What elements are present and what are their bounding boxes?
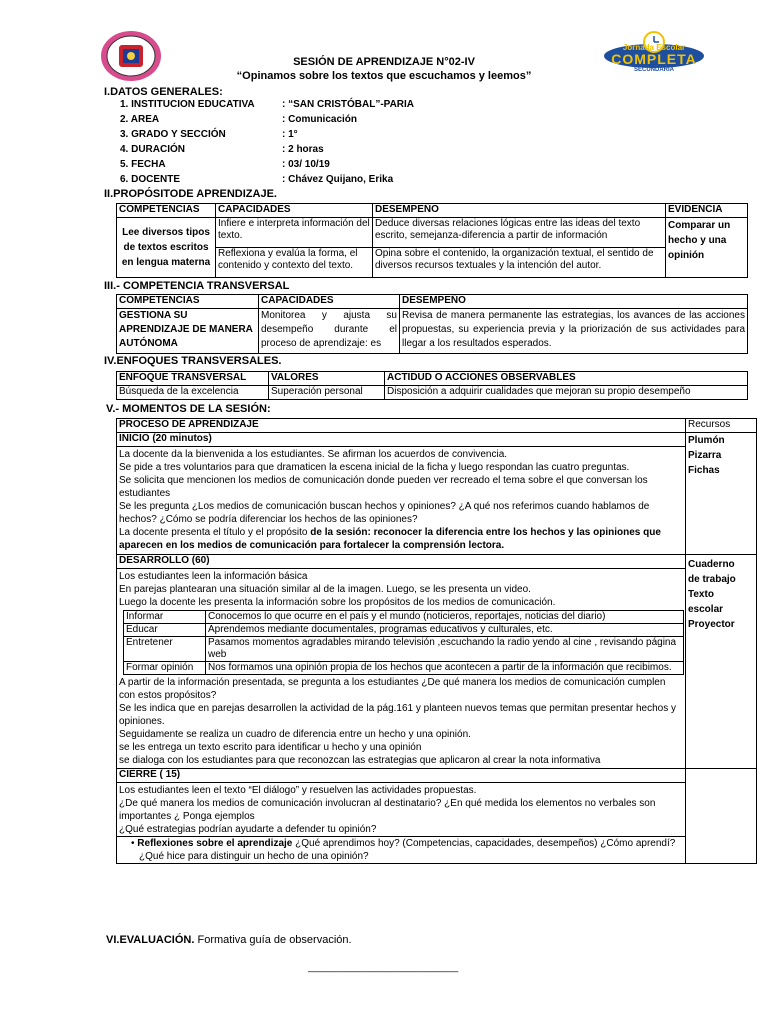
desarrollo-title: DESARROLLO (60) [117, 555, 686, 569]
session-moments-table [116, 418, 757, 864]
paragraph: ¿De qué manera los medios de comunicación involucran al destinatario? ¿En qué medida los elementos no verbales son importantes ¿ Ponga ejemplos [119, 798, 656, 822]
approaches-table [116, 371, 748, 400]
transversal-competence-table [116, 294, 748, 354]
document-subtitle: “Opinamos sobre los textos que escuchamos y leemos” [236, 70, 532, 82]
paragraph: La docente da la bienvenida a los estudiantes. Se afirman los acuerdos de convivencia. [119, 449, 508, 460]
logo-top-text: Jornada Escolar [622, 43, 686, 52]
paragraph: Luego la docente les presenta la información sobre los propósitos de los medios de comunicación. [119, 597, 556, 608]
inicio-title: INICIO (20 minutos) [117, 433, 686, 447]
section-5-title: V.- MOMENTOS DE LA SESIÓN: [106, 403, 271, 415]
signature-line: ___________________________ [308, 962, 459, 973]
header-actitud: ACTIDUD O ACCIONES OBSERVABLES [385, 372, 748, 386]
field-value: : 2 horas [282, 144, 324, 155]
purpose-value: Pasamos momentos agradables mirando televisión ,escuchando la radio yendo al cine , revisando página web [206, 637, 684, 662]
desempeno-cell: Revisa de manera permanente las estrategias, los avances de las acciones propuestas, su experiencia previa y la priorización de sus actividades para llegar a los resultados esperados. [400, 309, 748, 354]
cierre-title: CIERRE ( 15) [117, 769, 686, 783]
paragraph: Se pide a tres voluntarios para que dramaticen la escena inicial de la ficha y luego respondan las cuatro preguntas. [119, 462, 630, 473]
field-label: 5. FECHA [120, 159, 166, 170]
logo-bottom-text: SECUNDARIA [633, 67, 674, 73]
paragraph: Los estudiantes leen la información básica [119, 571, 308, 582]
resource-item: Plumón [688, 435, 725, 446]
section-4-title: IV.ENFOQUES TRANSVERSALES. [104, 355, 282, 367]
general-data-list [120, 99, 560, 189]
header-competencias: COMPETENCIAS [117, 295, 259, 309]
general-data-row [120, 174, 560, 189]
paragraph-text: La docente presenta el título y el propósito [119, 527, 311, 538]
resource-item: Texto [688, 589, 714, 600]
enfoque-cell: Búsqueda de la excelencia [117, 386, 269, 400]
field-label: 4. DURACIÓN [120, 144, 186, 155]
paragraph: se dialoga con los estudiantes para que reconozcan las estrategias que aplicaron al crear la nota informativa [119, 755, 601, 766]
section-1-title: I.DATOS GENERALES: [104, 86, 223, 98]
resource-item: escolar [688, 604, 724, 615]
capacidad-cell: Reflexiona y evalúa la forma, el contenido y contexto del texto. [216, 248, 373, 278]
field-value: : 1° [282, 129, 298, 140]
logo-main-text: COMPLETA [611, 51, 697, 67]
purposes-media-table [123, 610, 684, 675]
purpose-row [124, 637, 684, 662]
resource-item: Proyector [688, 619, 735, 630]
section-2-title: II.PROPÓSITODE APRENDIZAJE. [104, 188, 277, 200]
evaluation-line [106, 934, 352, 946]
header-enfoque: ENFOQUE TRANSVERSAL [117, 372, 269, 386]
resource-item: de trabajo [688, 574, 736, 585]
field-label: 6. DOCENTE [120, 174, 181, 185]
header-capacidades: CAPACIDADES [216, 204, 373, 218]
desarrollo-content [117, 569, 686, 769]
field-label: 3. GRADO Y SECCIÓN [120, 129, 226, 140]
jornada-escolar-logo [603, 30, 705, 76]
desempeno-cell: Opina sobre el contenido, la organización textual, el sentido de diversos recursos textuales y la intención del autor. [373, 248, 666, 278]
resource-item: Fichas [688, 465, 720, 476]
field-label: 1. INSTITUCION EDUCATIVA [120, 99, 255, 110]
header-valores: VALORES [269, 372, 385, 386]
resource-item: Pizarra [688, 450, 722, 461]
header-competencias: COMPETENCIAS [117, 204, 216, 218]
paragraph: • Reflexiones sobre el aprendizaje ¿Qué aprendimos hoy? (Competencias, capacidades, desempeños) ¿Cómo aprendí? [131, 838, 676, 849]
purpose-row [124, 662, 684, 675]
purpose-key: Formar opinión [124, 662, 206, 675]
field-value: : 03/ 10/19 [282, 159, 330, 170]
purpose-row [124, 611, 684, 624]
purpose-value: Nos formamos una opinión propia de los hechos que acontecen a partir de la información que recibimos. [206, 662, 684, 675]
purpose-value: Conocemos lo que ocurre en el país y el mundo (noticieros, reportajes, noticias del diario) [206, 611, 684, 624]
capacidad-cell: Monitorea y ajusta su desempeño durante el proceso de aprendizaje: es [259, 309, 400, 354]
purpose-table [116, 203, 748, 278]
cierre-content [117, 783, 686, 837]
evaluation-text: Formativa guía de observación. [194, 934, 352, 946]
header-evidencia: EVIDENCIA [666, 204, 748, 218]
inicio-content [117, 447, 686, 555]
competencia-cell: Lee diversos tipos de textos escritos en lengua materna [117, 218, 216, 278]
paragraph: se les entrega un texto escrito para identificar u hecho y una opinión [119, 742, 422, 753]
reflexiones-label: Reflexiones sobre el aprendizaje [137, 838, 293, 849]
reflexiones-questions: ¿Qué aprendimos hoy? (Competencias, capacidades, desempeños) ¿Cómo aprendí? [292, 838, 676, 849]
reflexiones-content [117, 837, 686, 864]
field-value: : “SAN CRISTÓBAL”-PARIA [282, 99, 415, 110]
general-data-row [120, 114, 560, 129]
purpose-key: Informar [124, 611, 206, 624]
purpose-row [124, 624, 684, 637]
valor-cell: Superación personal [269, 386, 385, 400]
capacidad-cell: Infiere e interpreta información del texto. [216, 218, 373, 248]
desempeno-cell: Deduce diversas relaciones lógicas entre las ideas del texto escrito, semejanza-diferencia a partir de información [373, 218, 666, 248]
field-value: : Comunicación [282, 114, 358, 125]
field-label: 2. AREA [120, 114, 160, 125]
paragraph: A partir de la información presentada, se pregunta a los estudiantes ¿De qué manera los medios de comunicación cumplen con estos propósitos? [119, 677, 666, 701]
actitud-cell: Disposición a adquirir cualidades que mejoran su propio desempeño [385, 386, 748, 400]
recursos-desarrollo [686, 555, 757, 769]
header-proceso: PROCESO DE APRENDIZAJE [117, 419, 686, 433]
header-capacidades: CAPACIDADES [259, 295, 400, 309]
paragraph: ¿Qué hice para distinguir un hecho de una opinión? [139, 851, 369, 862]
paragraph: Se les indica que en parejas desarrollen la actividad de la pág.161 y planteen nuevos temas que permitan presentar hechos y opiniones. [119, 703, 677, 727]
paragraph: Se les pregunta ¿Los medios de comunicación buscan hechos y opiniones? ¿A qué nos referimos cuando hablamos de hechos? ¿Cómo se podría diferenciar los hechos de las opiniones? [119, 501, 650, 525]
paragraph: Los estudiantes leen el texto “El diálogo” y resuelven las actividades propuestas. [119, 785, 477, 796]
school-crest-logo [100, 30, 162, 82]
header-recursos: Recursos [686, 419, 757, 433]
recursos-inicio [686, 433, 757, 555]
header-desempeno: DESEMPEÑO [400, 295, 748, 309]
header-desempeno: DESEMPEÑO [373, 204, 666, 218]
paragraph: En parejas plantearan una situación similar al de la imagen. Luego, se les presenta un video. [119, 584, 531, 595]
section-6-title: VI.EVALUACIÓN. [106, 934, 195, 946]
general-data-row [120, 159, 560, 174]
session-purpose: de la sesión: reconocer la diferencia entre los hechos y las opiniones que aparecen en los medios de comunicación para fortalecer la comprensión lectora. [119, 527, 661, 551]
recursos-cierre [686, 769, 757, 864]
section-3-title: III.- COMPETENCIA TRANSVERSAL [104, 280, 290, 292]
competencia-cell: GESTIONA SU APRENDIZAJE DE MANERA AUTÓNOMA [117, 309, 259, 354]
resource-item: Cuaderno [688, 559, 735, 570]
paragraph: Se solicita que mencionen los medios de comunicación donde pueden ver recreado el tema sobre el que conversan los estudiantes [119, 475, 648, 499]
paragraph [119, 526, 683, 552]
document-title: SESIÓN DE APRENDIZAJE N°02-IV [293, 56, 475, 68]
general-data-row [120, 99, 560, 114]
evidencia-cell: Comparar un hecho y una opinión [666, 218, 748, 278]
paragraph: ¿Qué estrategias podrían ayudarte a defender tu opinión? [119, 824, 377, 835]
general-data-row [120, 129, 560, 144]
paragraph: Seguidamente se realiza un cuadro de diferencia entre un hecho y una opinión. [119, 729, 471, 740]
field-value: : Chávez Quijano, Erika [282, 174, 394, 185]
purpose-value: Aprendemos mediante documentales, programas educativos y culturales, etc. [206, 624, 684, 637]
purpose-key: Educar [124, 624, 206, 637]
purpose-key: Entretener [124, 637, 206, 662]
general-data-row [120, 144, 560, 159]
